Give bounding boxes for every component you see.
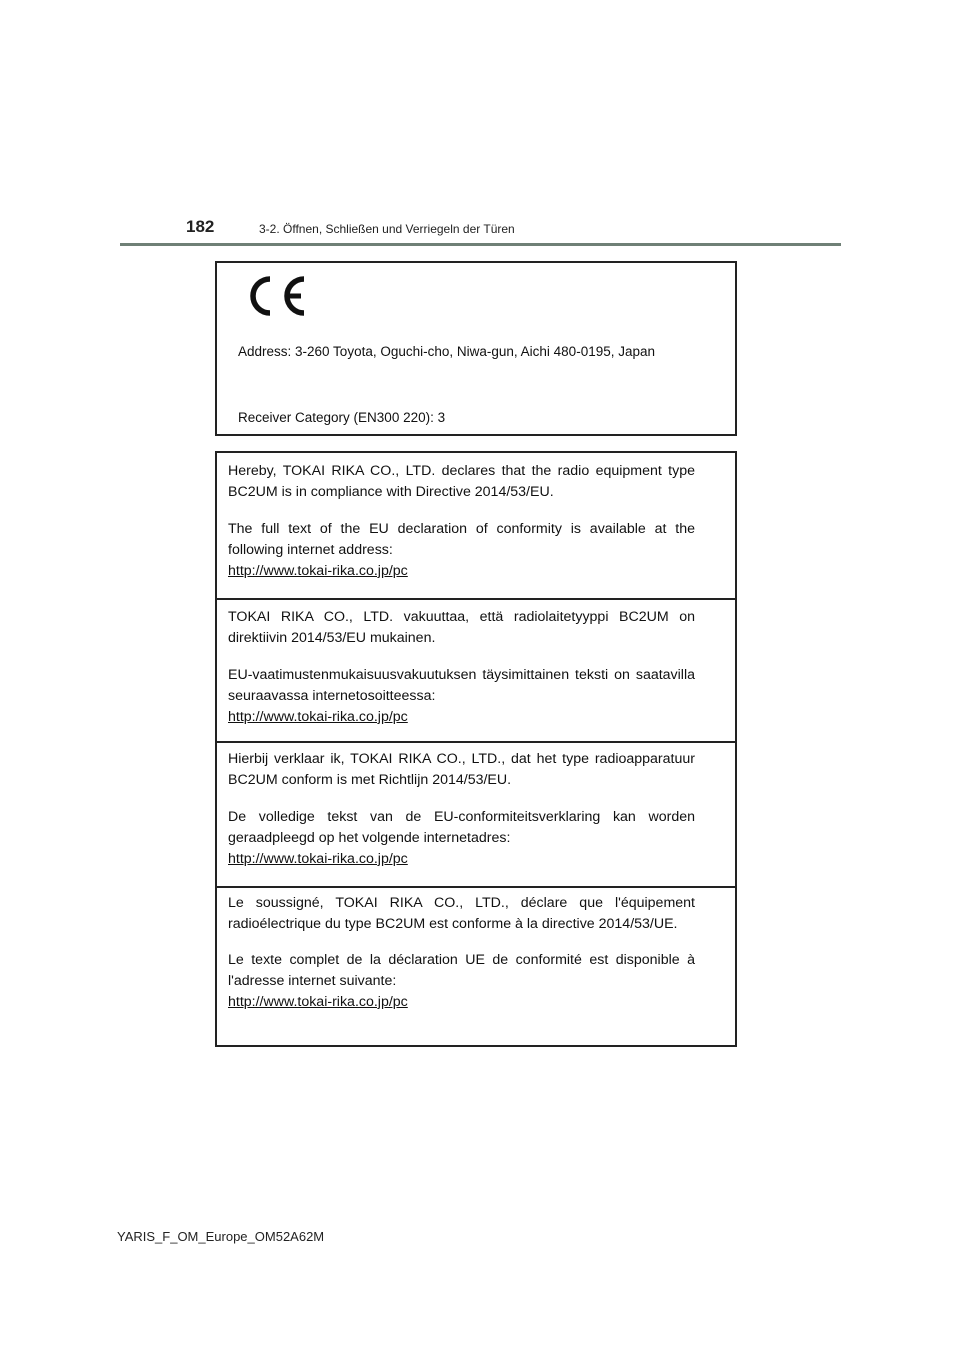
declaration-box (215, 451, 737, 1047)
receiver-category: Receiver Category (EN300 220): 3 (238, 410, 446, 425)
declaration-english (217, 453, 735, 600)
chapter-title: 3-2. Öffnen, Schließen und Verriegeln der Türen (259, 222, 515, 236)
declaration-availability: The full text of the EU declaration of conformity is available at the following internet address: (228, 521, 695, 558)
header-rule (120, 243, 841, 246)
document-code: YARIS_F_OM_Europe_OM52A62M (117, 1229, 325, 1244)
declaration-statement: Le soussigné, TOKAI RIKA CO., LTD., déclare que l'équipement radioélectrique du type BC2UM est conforme à la directive 2014/53/UE. (228, 895, 695, 932)
declaration-statement: TOKAI RIKA CO., LTD. vakuuttaa, että radiolaitetyyppi BC2UM on direktiivin 2014/53/EU mukainen. (228, 609, 695, 646)
declaration-finnish (217, 598, 735, 741)
declaration-link[interactable]: http://www.tokai-rika.co.jp/pc (228, 994, 408, 1010)
declaration-link[interactable]: http://www.tokai-rika.co.jp/pc (228, 709, 408, 725)
page-number: 182 (186, 217, 215, 236)
ce-info-box (215, 261, 737, 436)
declaration-statement: Hereby, TOKAI RIKA CO., LTD. declares that the radio equipment type BC2UM is in compliance with Directive 2014/53/EU. (228, 463, 695, 500)
ce-mark-icon (243, 273, 309, 319)
declaration-link[interactable]: http://www.tokai-rika.co.jp/pc (228, 851, 408, 867)
declaration-link[interactable]: http://www.tokai-rika.co.jp/pc (228, 563, 408, 579)
declaration-french (217, 886, 735, 1045)
declaration-availability: De volledige tekst van de EU-conformiteitsverklaring kan worden geraadpleegd op het volgende internetadres: (228, 809, 695, 846)
manufacturer-address: Address: 3-260 Toyota, Oguchi-cho, Niwa-gun, Aichi 480-0195, Japan (238, 344, 656, 359)
declaration-availability: Le texte complet de la déclaration UE de conformité est disponible à l'adresse internet suivante: (228, 952, 695, 989)
declaration-statement: Hierbij verklaar ik, TOKAI RIKA CO., LTD., dat het type radioapparatuur BC2UM conform is met Richtlijn 2014/53/EU. (228, 751, 695, 788)
declaration-availability: EU-vaatimustenmukaisuusvakuutuksen täysimittainen teksti on saatavilla seuraavassa internetosoitteessa: (228, 667, 695, 704)
declaration-dutch (217, 741, 735, 886)
